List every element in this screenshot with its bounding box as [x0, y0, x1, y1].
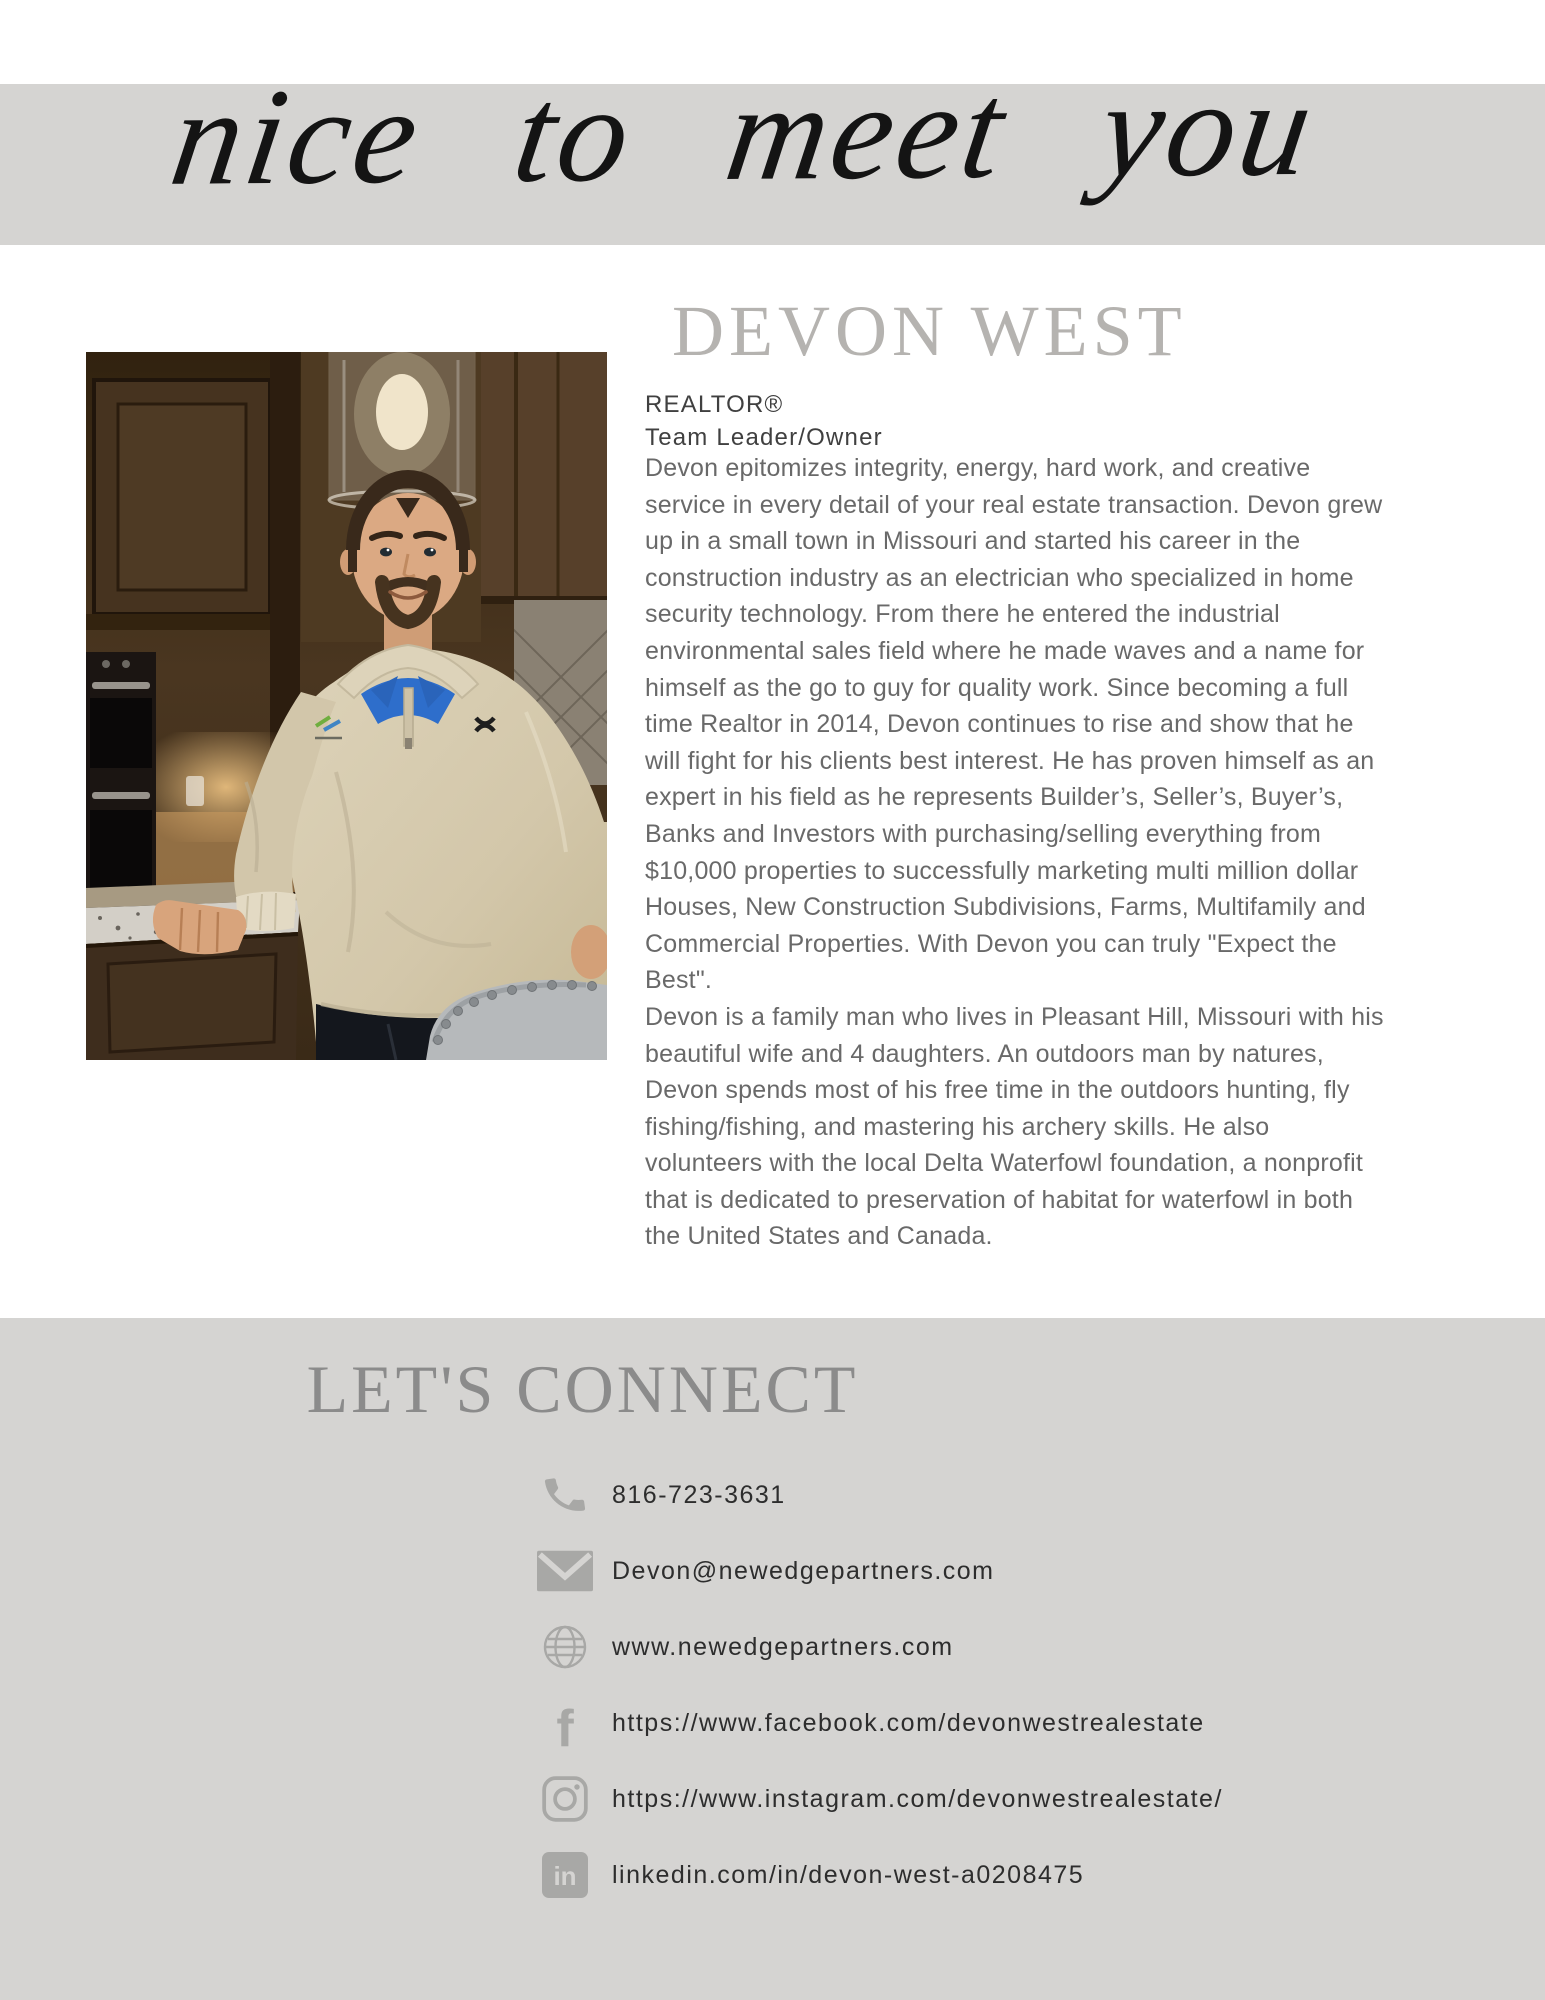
bio-paragraph-2: Devon is a family man who lives in Pleasant Hill, Missouri with his beautiful wife and 4 daughters. An outdoors man by natures, Devon spends most of his free time in the outdoors hunting, fly fishing/fishing, and mastering his archery skills. He also volunteers with the local Delta Waterfowl foundation, a nonprofit that is dedicated to preservation of habitat for waterfowl in both the United States and Canada. [645, 1002, 1384, 1251]
kitchen-portrait-illustration [86, 352, 607, 1060]
contact-list [536, 1457, 1223, 1913]
svg-text:in: in [553, 1861, 577, 1891]
linkedin-url[interactable]: linkedin.com/in/devon-west-a0208475 [612, 1860, 1085, 1889]
bio-text [645, 450, 1385, 1255]
contact-row-facebook [536, 1685, 1223, 1761]
globe-icon [536, 1623, 594, 1671]
facebook-url[interactable]: https://www.facebook.com/devonwestrealestate [612, 1708, 1205, 1737]
contact-row-linkedin [536, 1837, 1223, 1913]
instagram-icon [536, 1774, 594, 1824]
connect-heading: LET'S CONNECT [306, 1351, 859, 1427]
profile-photo [86, 352, 607, 1060]
phone-number[interactable]: 816-723-3631 [612, 1480, 786, 1509]
instagram-url[interactable]: https://www.instagram.com/devonwestrealestate/ [612, 1784, 1223, 1813]
website-url[interactable]: www.newedgepartners.com [612, 1632, 954, 1661]
phone-icon [536, 1471, 594, 1519]
role-title: Team Leader/Owner [645, 424, 883, 451]
header-script-text: nice to meet you [162, 50, 1326, 214]
realtor-designation: REALTOR® [645, 391, 784, 418]
bio-paragraph-1: Devon epitomizes integrity, energy, hard work, and creative service in every detail of your real estate transaction. Devon grew up in a small town in Missouri and started his career in the construction industry as an electrician who specialized in home security technology. From there he entered the industrial environmental sales field where he made waves and a name for himself as the go to guy for quality work. Since becoming a full time Realtor in 2014, Devon continues to rise and show that he will fight for his clients best interest. He has proven himself as an expert in his field as he represents Builder’s, Seller’s, Buyer’s, Banks and Investors with purchasing/selling everything from $10,000 properties to successfully marketing multi million dollar Houses, New Construction Subdivisions, Farms, Multifamily and Commercial Properties. With Devon you can truly "Expect the Best". [645, 454, 1383, 995]
linkedin-icon [536, 1852, 594, 1898]
facebook-icon: f [556, 1700, 574, 1758]
email-address[interactable]: Devon@newedgepartners.com [612, 1556, 995, 1585]
contact-row-phone [536, 1457, 1223, 1533]
page-title: DEVON WEST [672, 291, 1187, 371]
email-icon [536, 1550, 594, 1592]
contact-row-website [536, 1609, 1223, 1685]
contact-row-instagram [536, 1761, 1223, 1837]
contact-row-email [536, 1533, 1223, 1609]
role-block [645, 388, 883, 454]
